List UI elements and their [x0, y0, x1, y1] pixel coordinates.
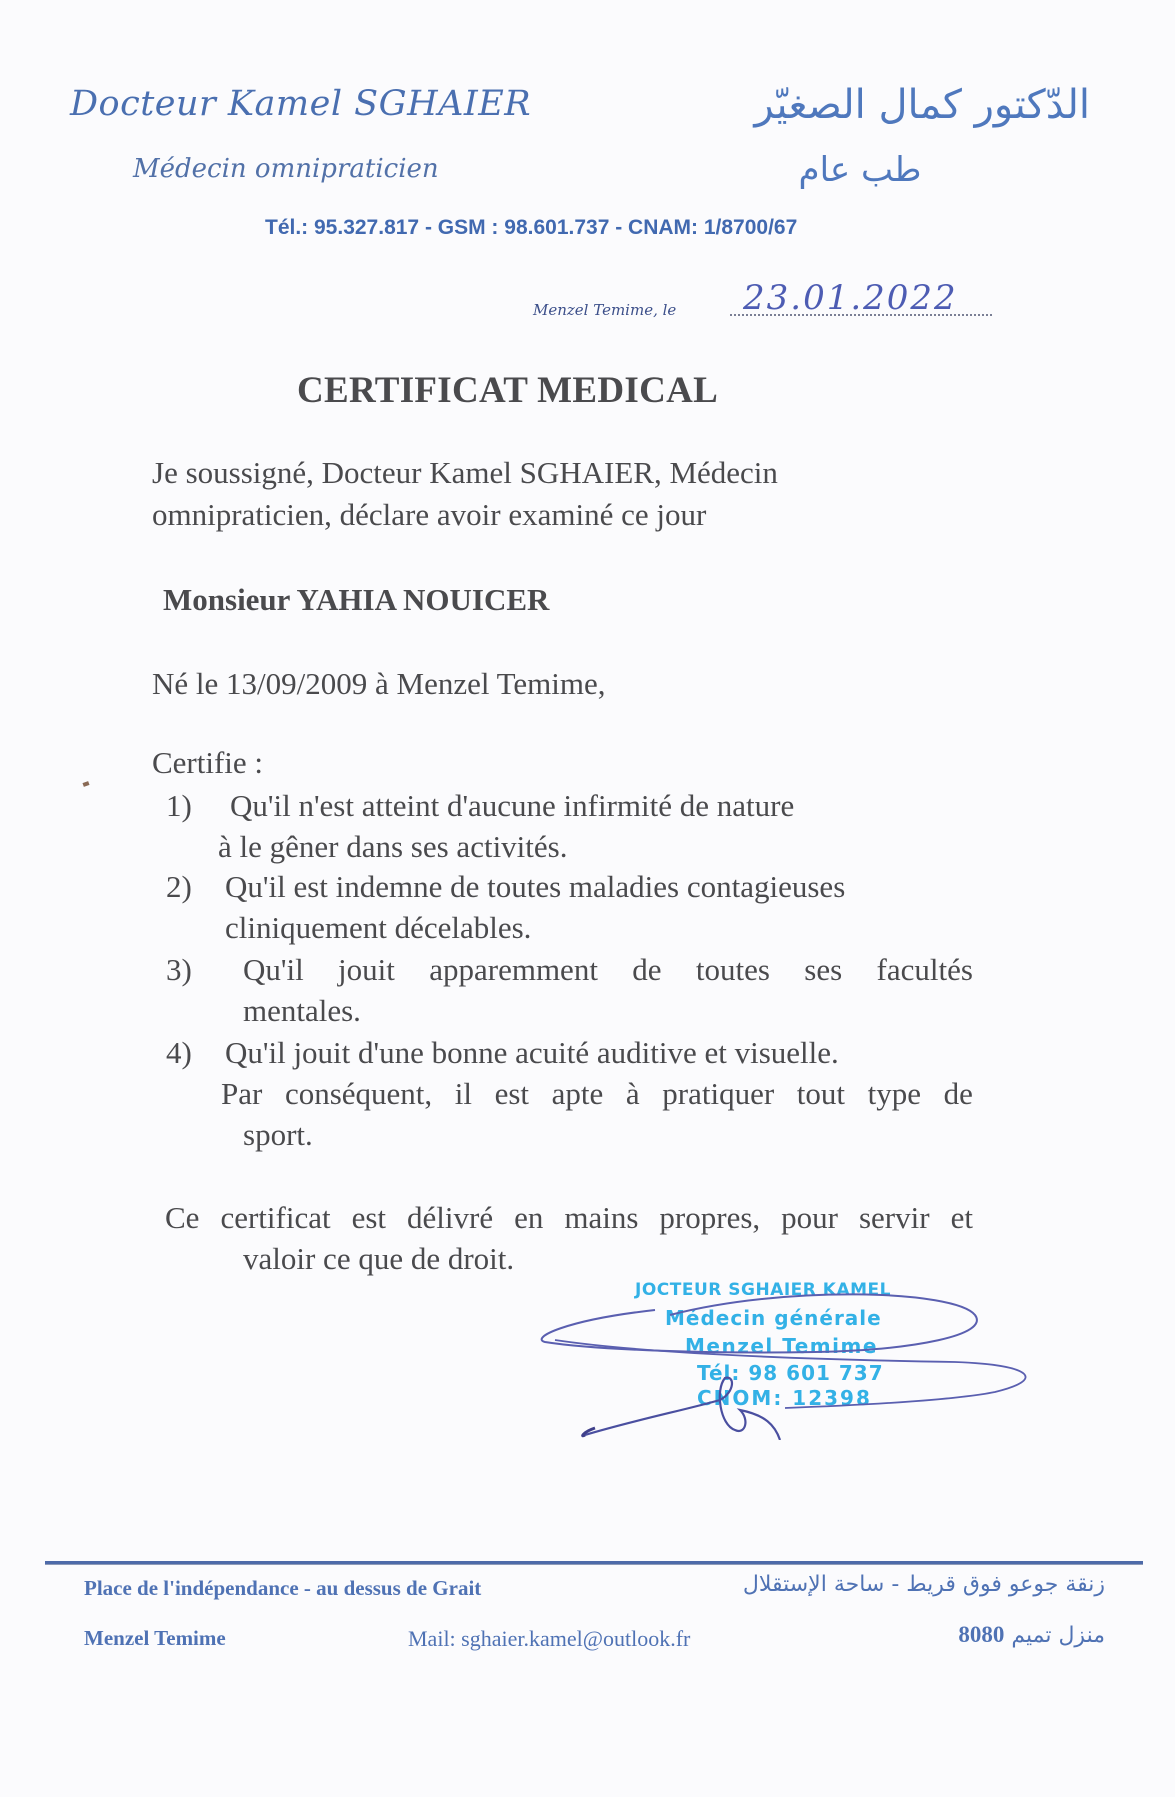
item-4-line-1: Qu'il jouit d'une bonne acuité auditive et visuelle. — [225, 1035, 839, 1070]
word: de — [632, 952, 662, 987]
handwritten-signature — [535, 1280, 1045, 1440]
date-line — [533, 278, 1003, 334]
stamp-line-phone: Tél: 98 601 737 — [697, 1361, 884, 1385]
word: tout — [796, 1076, 846, 1111]
item-number: 4) — [166, 1035, 192, 1070]
word: Qu'il — [243, 952, 304, 987]
patient-name: Monsieur YAHIA NOUICER — [163, 582, 550, 617]
item-number: 1) — [166, 788, 192, 823]
word: est — [351, 1200, 387, 1235]
certifie-label: Certifie : — [152, 745, 264, 780]
stamp-line-cnom: CNOM: 12398 — [697, 1386, 872, 1410]
word: délivré — [407, 1200, 494, 1235]
word: en — [514, 1200, 544, 1235]
contact-line: Tél.: 95.327.817 - GSM : 98.601.737 - CNAM: 1/8700/67 — [265, 216, 798, 239]
item-3-line-1 — [243, 952, 973, 988]
specialty-fr: Médecin omnipraticien — [133, 154, 439, 184]
footer-address-fr: Place de l'indépendance - au dessus de Grait — [84, 1576, 482, 1600]
stamp-line-city: Menzel Temime — [685, 1334, 878, 1358]
stamp-line-specialty: Médecin générale — [665, 1306, 882, 1330]
conclusion-line-1 — [221, 1076, 973, 1112]
footer-email: Mail: sghaier.kamel@outlook.fr — [408, 1626, 691, 1651]
item-number: 3) — [166, 952, 192, 987]
word: apparemment — [429, 952, 598, 987]
word: conséquent, — [284, 1076, 433, 1111]
margin-ink-mark — [82, 781, 89, 787]
footer-city-ar-block — [880, 1622, 1105, 1648]
item-2-line-2: cliniquement décelables. — [225, 910, 532, 945]
word: apte — [551, 1076, 604, 1111]
word: à — [625, 1076, 640, 1111]
word: certificat — [220, 1200, 331, 1235]
word: de — [943, 1076, 973, 1111]
word: type — [867, 1076, 921, 1111]
doctor-stamp — [535, 1280, 1045, 1440]
word: pratiquer — [662, 1076, 775, 1111]
footer-zip: 8080 — [958, 1622, 1005, 1647]
closing-line-1 — [165, 1200, 973, 1236]
word: facultés — [876, 952, 973, 987]
item-2-line-1: Qu'il est indemne de toutes maladies contagieuses — [225, 869, 846, 904]
word: est — [494, 1076, 530, 1111]
intro-line-2: omnipraticien, déclare avoir examiné ce jour — [152, 497, 707, 532]
item-number: 2) — [166, 869, 192, 904]
footer-city-fr: Menzel Temime — [84, 1626, 226, 1650]
word: Ce — [165, 1200, 200, 1235]
footer-address-ar: زنقة جوعو فوق قريط - ساحة الإستقلال — [742, 1572, 1105, 1597]
doctor-name-fr: Docteur Kamel SGHAIER — [70, 84, 532, 124]
word: et — [950, 1200, 973, 1235]
word: pour — [781, 1200, 838, 1235]
stamp-line-name: JOCTEUR SGHAIER KAMEL — [635, 1280, 891, 1300]
signature-stroke — [542, 1294, 977, 1352]
doctor-name-ar: الدّكتور كمال الصغيّر — [754, 82, 1090, 128]
word: il — [454, 1076, 472, 1111]
word: mains — [564, 1200, 639, 1235]
birth-info: Né le 13/09/2009 à Menzel Temime, — [152, 666, 606, 701]
conclusion-line-2: sport. — [243, 1117, 313, 1152]
footer-city-ar: منزل تميم — [1011, 1623, 1105, 1648]
signature-stroke — [585, 1378, 780, 1440]
word: Par — [221, 1076, 263, 1111]
item-1-line-2: à le gêner dans ses activités. — [218, 829, 568, 864]
word: toutes — [695, 952, 770, 987]
word: ses — [804, 952, 843, 987]
certificate-title: CERTIFICAT MEDICAL — [297, 370, 719, 411]
closing-line-2: valoir ce que de droit. — [243, 1241, 515, 1276]
handwritten-date: 23.01.2022 — [743, 278, 958, 318]
specialty-ar: طب عام — [798, 150, 922, 190]
item-3-line-2: mentales. — [243, 993, 361, 1028]
intro-line-1: Je soussigné, Docteur Kamel SGHAIER, Médecin — [152, 455, 778, 490]
word: servir — [858, 1200, 930, 1235]
word: propres, — [659, 1200, 761, 1235]
date-label: Menzel Temime, le — [533, 301, 677, 319]
item-1-line-1: Qu'il n'est atteint d'aucune infirmité de nature — [230, 788, 795, 823]
footer-divider — [45, 1561, 1143, 1565]
word: jouit — [338, 952, 395, 987]
